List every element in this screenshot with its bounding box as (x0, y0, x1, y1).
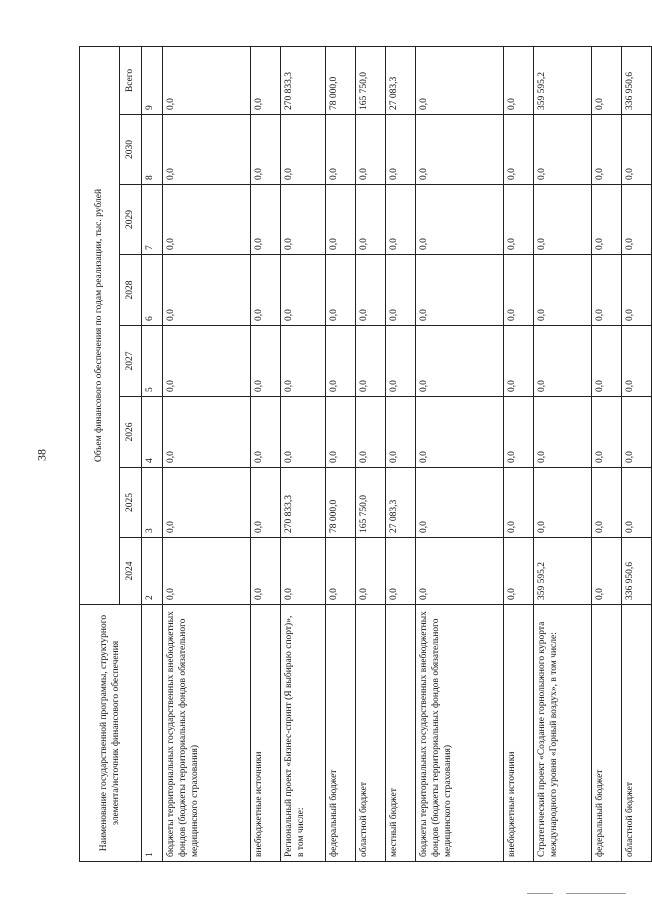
row-value-cell: 359 595,2 (534, 538, 592, 605)
row-value-cell: 0,0 (281, 397, 326, 468)
row-value-cell: 0,0 (356, 115, 386, 185)
row-value-cell: 0,0 (251, 326, 281, 397)
table-row (326, 46, 356, 861)
row-value-cell: 0,0 (356, 255, 386, 326)
row-value-cell: 0,0 (326, 397, 356, 468)
row-value-cell: 0,0 (356, 326, 386, 397)
column-number: 7 (142, 185, 163, 255)
row-value-cell: 0,0 (592, 326, 622, 397)
column-number: 4 (142, 397, 163, 468)
row-value-cell: 0,0 (416, 185, 504, 255)
scan-speck (527, 893, 553, 894)
row-label: бюджеты территориальных государственных внебюджетных фондов (бюджеты территориальных фондов обязательного медицинского страхования) (163, 605, 251, 862)
row-value-cell: 0,0 (356, 397, 386, 468)
row-value-cell: 0,0 (326, 255, 356, 326)
row-value-cell: 0,0 (326, 538, 356, 605)
row-value-cell: 0,0 (251, 255, 281, 326)
row-value-cell: 0,0 (504, 185, 534, 255)
row-value-cell: 0,0 (386, 538, 416, 605)
column-number: 9 (142, 46, 163, 114)
table-row (534, 46, 592, 861)
header-volume-group: Объем финансового обеспечения по годам реализации, тыс. рублей (80, 46, 120, 604)
row-value-cell: 0,0 (504, 397, 534, 468)
row-value-cell: 0,0 (251, 538, 281, 605)
row-value-cell: 0,0 (251, 468, 281, 538)
rotated-table-container (79, 47, 635, 862)
row-value-cell: 270 833,3 (281, 468, 326, 538)
row-total-cell: 0,0 (592, 46, 622, 114)
row-value-cell: 0,0 (326, 185, 356, 255)
column-number: 1 (142, 605, 163, 862)
row-value-cell: 0,0 (416, 538, 504, 605)
row-total-cell: 359 595,2 (534, 46, 592, 114)
row-label: федеральный бюджет (326, 605, 356, 862)
row-label: Региональный проект «Бизнес-спринт (Я выбираю спорт)», в том числе: (281, 605, 326, 862)
row-total-cell: 0,0 (251, 46, 281, 114)
table-body (163, 46, 652, 861)
row-value-cell: 0,0 (386, 185, 416, 255)
row-value-cell: 78 000,0 (326, 468, 356, 538)
row-total-cell: 0,0 (163, 46, 251, 114)
header-year: 2025 (120, 468, 142, 538)
row-label: бюджеты территориальных государственных внебюджетных фондов (бюджеты территориальных фондов обязательного медицинского страхования) (416, 605, 504, 862)
row-value-cell: 0,0 (163, 468, 251, 538)
table-row (592, 46, 622, 861)
table-row (622, 46, 652, 861)
column-number: 5 (142, 326, 163, 397)
table-row (356, 46, 386, 861)
header-year: 2026 (120, 397, 142, 468)
row-value-cell: 0,0 (163, 115, 251, 185)
row-value-cell: 0,0 (281, 185, 326, 255)
row-value-cell: 0,0 (534, 468, 592, 538)
row-value-cell: 0,0 (416, 468, 504, 538)
column-number: 3 (142, 468, 163, 538)
financing-table (79, 46, 652, 862)
row-total-cell: 0,0 (416, 46, 504, 114)
row-value-cell: 0,0 (592, 115, 622, 185)
row-value-cell: 0,0 (386, 255, 416, 326)
row-value-cell: 0,0 (504, 326, 534, 397)
header-total: Всего (120, 46, 142, 114)
row-value-cell: 0,0 (163, 538, 251, 605)
column-number: 8 (142, 115, 163, 185)
table-row (251, 46, 281, 861)
row-value-cell: 0,0 (356, 185, 386, 255)
table-row (504, 46, 534, 861)
row-value-cell: 0,0 (534, 185, 592, 255)
row-label: федеральный бюджет (592, 605, 622, 862)
row-value-cell: 0,0 (163, 326, 251, 397)
row-value-cell: 0,0 (592, 255, 622, 326)
row-value-cell: 0,0 (281, 115, 326, 185)
row-value-cell: 0,0 (504, 468, 534, 538)
row-value-cell: 0,0 (622, 115, 652, 185)
row-value-cell: 0,0 (534, 255, 592, 326)
row-value-cell: 0,0 (534, 326, 592, 397)
row-value-cell: 0,0 (356, 538, 386, 605)
row-label: внебюджетные источники (504, 605, 534, 862)
row-value-cell: 0,0 (386, 115, 416, 185)
row-value-cell: 0,0 (281, 326, 326, 397)
row-value-cell: 0,0 (416, 255, 504, 326)
row-value-cell: 0,0 (163, 185, 251, 255)
row-value-cell: 0,0 (416, 115, 504, 185)
row-value-cell: 0,0 (622, 185, 652, 255)
row-value-cell: 0,0 (416, 397, 504, 468)
header-year: 2028 (120, 255, 142, 326)
row-value-cell: 0,0 (622, 397, 652, 468)
row-value-cell: 0,0 (534, 397, 592, 468)
row-total-cell: 165 750,0 (356, 46, 386, 114)
row-value-cell: 0,0 (386, 397, 416, 468)
table-row (416, 46, 504, 861)
row-total-cell: 27 083,3 (386, 46, 416, 114)
row-value-cell: 0,0 (592, 468, 622, 538)
row-value-cell: 0,0 (534, 115, 592, 185)
row-value-cell: 0,0 (504, 255, 534, 326)
header-name-column: Наименование государственной программы, структурного элемента/источник финансового обеспечения (80, 605, 142, 862)
row-total-cell: 336 950,6 (622, 46, 652, 114)
row-label: местный бюджет (386, 605, 416, 862)
row-value-cell: 0,0 (504, 115, 534, 185)
row-value-cell: 0,0 (622, 468, 652, 538)
row-value-cell: 0,0 (251, 185, 281, 255)
row-value-cell: 0,0 (622, 255, 652, 326)
row-value-cell: 27 083,3 (386, 468, 416, 538)
row-value-cell: 0,0 (326, 115, 356, 185)
row-value-cell: 336 950,6 (622, 538, 652, 605)
table-row (386, 46, 416, 861)
row-value-cell: 0,0 (416, 326, 504, 397)
row-total-cell: 270 833,3 (281, 46, 326, 114)
row-value-cell: 0,0 (251, 115, 281, 185)
row-label: областной бюджет (622, 605, 652, 862)
row-value-cell: 0,0 (592, 397, 622, 468)
row-total-cell: 78 000,0 (326, 46, 356, 114)
row-value-cell: 165 750,0 (356, 468, 386, 538)
header-year: 2024 (120, 538, 142, 605)
header-year: 2029 (120, 185, 142, 255)
row-total-cell: 0,0 (504, 46, 534, 114)
column-number: 6 (142, 255, 163, 326)
row-value-cell: 0,0 (622, 326, 652, 397)
row-value-cell: 0,0 (326, 326, 356, 397)
row-value-cell: 0,0 (251, 397, 281, 468)
row-value-cell: 0,0 (281, 255, 326, 326)
row-value-cell: 0,0 (504, 538, 534, 605)
table-row (281, 46, 326, 861)
row-label: областной бюджет (356, 605, 386, 862)
row-label: внебюджетные источники (251, 605, 281, 862)
header-year: 2027 (120, 326, 142, 397)
row-value-cell: 0,0 (592, 185, 622, 255)
page-number: 38 (34, 449, 49, 461)
row-value-cell: 0,0 (281, 538, 326, 605)
column-number: 2 (142, 538, 163, 605)
scan-speck (566, 893, 626, 894)
row-value-cell: 0,0 (386, 326, 416, 397)
row-value-cell: 0,0 (592, 538, 622, 605)
table-row (163, 46, 251, 861)
header-year: 2030 (120, 115, 142, 185)
row-value-cell: 0,0 (163, 397, 251, 468)
row-label: Стратегический проект «Создание горнолыжного курорта международного уровня «Горный воздух», в том числе: (534, 605, 592, 862)
row-value-cell: 0,0 (163, 255, 251, 326)
